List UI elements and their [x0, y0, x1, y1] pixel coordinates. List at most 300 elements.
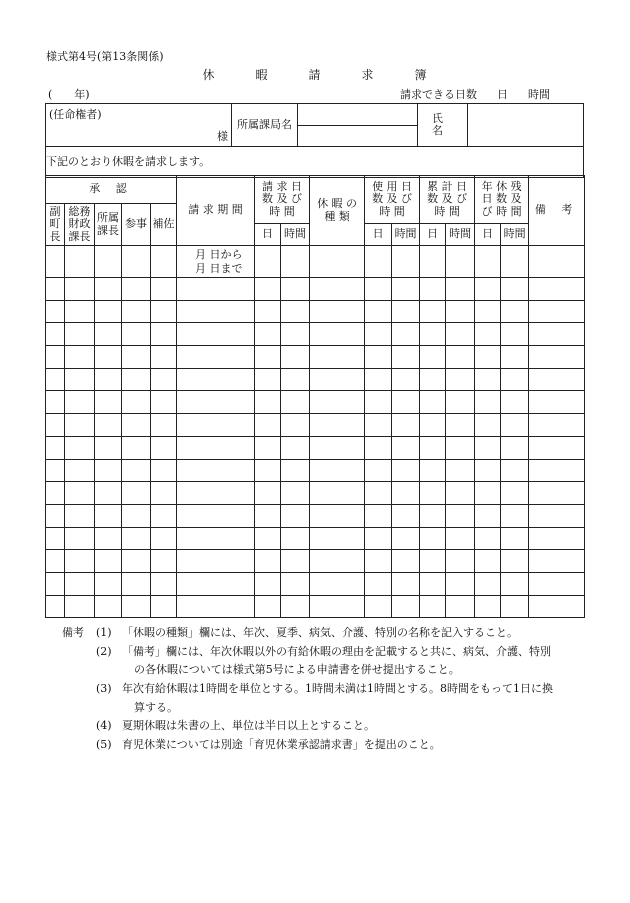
cell[interactable]: [65, 482, 95, 505]
cell[interactable]: [95, 504, 122, 527]
cell[interactable]: [365, 482, 392, 505]
notes-section: [62, 624, 553, 755]
note-item: [62, 643, 553, 680]
cell[interactable]: [501, 278, 529, 301]
cell[interactable]: [122, 368, 151, 391]
table-row: [46, 368, 585, 391]
cell[interactable]: [122, 323, 151, 346]
cell[interactable]: [475, 391, 501, 414]
cell[interactable]: [95, 414, 122, 437]
day-unit: 日: [365, 224, 392, 246]
cell[interactable]: [151, 459, 177, 482]
cell[interactable]: [95, 459, 122, 482]
cell[interactable]: [177, 346, 255, 369]
cell[interactable]: [255, 436, 281, 459]
cell[interactable]: [420, 595, 446, 618]
cell[interactable]: [310, 368, 365, 391]
cell[interactable]: [177, 595, 255, 618]
cell[interactable]: [475, 550, 501, 573]
cell[interactable]: [310, 595, 365, 618]
cell[interactable]: [281, 459, 310, 482]
cell[interactable]: [95, 572, 122, 595]
cell[interactable]: [151, 482, 177, 505]
cell[interactable]: [475, 527, 501, 550]
cell[interactable]: [475, 323, 501, 346]
cell[interactable]: [281, 595, 310, 618]
cell[interactable]: [151, 246, 177, 278]
cell[interactable]: [65, 414, 95, 437]
cell[interactable]: [392, 572, 420, 595]
cell[interactable]: [95, 391, 122, 414]
cell[interactable]: [177, 550, 255, 573]
cell[interactable]: [310, 572, 365, 595]
cell[interactable]: [65, 595, 95, 618]
cell[interactable]: [501, 323, 529, 346]
cell[interactable]: [95, 368, 122, 391]
cell[interactable]: [255, 572, 281, 595]
approver-deputy-mayor: 副町長: [46, 204, 65, 246]
cell[interactable]: [529, 482, 585, 505]
cell[interactable]: [392, 527, 420, 550]
cell[interactable]: [365, 414, 392, 437]
cell[interactable]: [501, 391, 529, 414]
cell[interactable]: [122, 459, 151, 482]
cell[interactable]: [122, 346, 151, 369]
approver-councilor: 参事: [122, 204, 151, 246]
cell[interactable]: [392, 459, 420, 482]
cell[interactable]: [446, 368, 475, 391]
table-row: [46, 246, 585, 278]
cell[interactable]: [310, 459, 365, 482]
cell[interactable]: [475, 436, 501, 459]
cell[interactable]: [420, 323, 446, 346]
cell[interactable]: [46, 346, 65, 369]
cell[interactable]: [151, 572, 177, 595]
notes-label: 備考: [62, 626, 84, 639]
cell[interactable]: [529, 459, 585, 482]
cell[interactable]: [392, 414, 420, 437]
cell[interactable]: [177, 572, 255, 595]
cell[interactable]: [392, 436, 420, 459]
dept-field[interactable]: [298, 104, 418, 147]
cell[interactable]: [122, 436, 151, 459]
cell[interactable]: [46, 482, 65, 505]
cell[interactable]: [122, 300, 151, 323]
cell[interactable]: [420, 504, 446, 527]
cell[interactable]: [281, 482, 310, 505]
cell[interactable]: [46, 550, 65, 573]
cell[interactable]: [392, 391, 420, 414]
cell[interactable]: [475, 300, 501, 323]
cell[interactable]: [177, 504, 255, 527]
cell[interactable]: [365, 246, 392, 278]
cell[interactable]: [95, 323, 122, 346]
cell[interactable]: [122, 572, 151, 595]
cell[interactable]: [475, 368, 501, 391]
sama-label: 様: [217, 129, 228, 143]
cell[interactable]: [392, 595, 420, 618]
cell[interactable]: [65, 368, 95, 391]
year-close: 年): [74, 88, 90, 101]
cell[interactable]: [529, 278, 585, 301]
cell[interactable]: [475, 595, 501, 618]
cell[interactable]: [392, 323, 420, 346]
cell[interactable]: [392, 300, 420, 323]
cell[interactable]: [475, 504, 501, 527]
cell[interactable]: [122, 414, 151, 437]
cell[interactable]: [475, 459, 501, 482]
cell[interactable]: [46, 504, 65, 527]
cell[interactable]: [46, 572, 65, 595]
cell[interactable]: [281, 527, 310, 550]
cell[interactable]: [255, 323, 281, 346]
cell[interactable]: [310, 346, 365, 369]
cell[interactable]: [177, 414, 255, 437]
cell[interactable]: [529, 595, 585, 618]
cell[interactable]: [420, 550, 446, 573]
cell[interactable]: [529, 414, 585, 437]
cell[interactable]: [281, 504, 310, 527]
cell[interactable]: [529, 323, 585, 346]
cell[interactable]: [310, 436, 365, 459]
note-continuation: の各休暇については様式第5号による申請書を併せ提出すること。: [134, 663, 460, 677]
cell[interactable]: [281, 572, 310, 595]
cell[interactable]: [446, 300, 475, 323]
cell[interactable]: [310, 414, 365, 437]
cell[interactable]: [365, 572, 392, 595]
cell[interactable]: [65, 436, 95, 459]
appointer-cell[interactable]: [46, 104, 232, 147]
title-char: 求: [361, 68, 375, 82]
leave-type-header: 休 暇 の 種 類: [310, 176, 365, 246]
cell[interactable]: [151, 436, 177, 459]
cell[interactable]: [420, 459, 446, 482]
cell[interactable]: [310, 391, 365, 414]
cell[interactable]: [365, 436, 392, 459]
cell[interactable]: [177, 436, 255, 459]
cell[interactable]: [392, 550, 420, 573]
cell[interactable]: [501, 527, 529, 550]
cell[interactable]: [446, 459, 475, 482]
approver-general-affairs: 総務財政課長: [65, 204, 95, 246]
cell[interactable]: [501, 346, 529, 369]
cell[interactable]: [420, 572, 446, 595]
cell[interactable]: [65, 572, 95, 595]
cell[interactable]: [529, 346, 585, 369]
date-to: 月 日まで: [195, 261, 243, 275]
cell[interactable]: [65, 504, 95, 527]
cell[interactable]: [420, 346, 446, 369]
cell[interactable]: [529, 572, 585, 595]
date-from: 月 日から: [195, 247, 243, 261]
hour-unit: 時間: [501, 224, 529, 246]
cell[interactable]: [420, 391, 446, 414]
cell[interactable]: [95, 300, 122, 323]
cell[interactable]: [122, 278, 151, 301]
cell[interactable]: [46, 391, 65, 414]
cell[interactable]: [95, 246, 122, 278]
table-row: [46, 459, 585, 482]
allowable-hour-unit: 時間: [528, 88, 550, 101]
cell[interactable]: [46, 595, 65, 618]
cell[interactable]: [475, 278, 501, 301]
cell[interactable]: [65, 391, 95, 414]
cell[interactable]: [420, 414, 446, 437]
cell[interactable]: [446, 482, 475, 505]
cell[interactable]: [46, 300, 65, 323]
cell[interactable]: [46, 246, 65, 278]
cell[interactable]: [392, 278, 420, 301]
cell[interactable]: [255, 550, 281, 573]
cell[interactable]: [95, 436, 122, 459]
cell[interactable]: [475, 346, 501, 369]
allowable-days: [400, 89, 550, 100]
cell[interactable]: [529, 550, 585, 573]
cell[interactable]: [65, 527, 95, 550]
cell[interactable]: [475, 482, 501, 505]
cell[interactable]: [446, 550, 475, 573]
cell[interactable]: [310, 246, 365, 278]
cell[interactable]: [122, 391, 151, 414]
cell[interactable]: [529, 436, 585, 459]
dept-label: 所属課局名: [232, 104, 298, 147]
cell[interactable]: [501, 300, 529, 323]
note-number: (4): [96, 719, 112, 733]
cell[interactable]: [501, 550, 529, 573]
cell[interactable]: [151, 595, 177, 618]
table-row: [46, 504, 585, 527]
cell[interactable]: [501, 368, 529, 391]
cell[interactable]: [365, 459, 392, 482]
cell[interactable]: [529, 368, 585, 391]
cell[interactable]: [446, 414, 475, 437]
cell[interactable]: [255, 504, 281, 527]
year-field: [48, 89, 90, 100]
cell[interactable]: [255, 346, 281, 369]
cell[interactable]: [281, 391, 310, 414]
cell[interactable]: [365, 550, 392, 573]
cell[interactable]: [310, 323, 365, 346]
cell[interactable]: [95, 550, 122, 573]
cell[interactable]: [151, 346, 177, 369]
cell[interactable]: [446, 595, 475, 618]
cell[interactable]: [177, 368, 255, 391]
cell[interactable]: [177, 459, 255, 482]
cell[interactable]: [281, 246, 310, 278]
table-row: [46, 527, 585, 550]
table-row: [46, 300, 585, 323]
cell[interactable]: [420, 300, 446, 323]
cell[interactable]: [95, 595, 122, 618]
cell[interactable]: [122, 595, 151, 618]
cell[interactable]: [65, 346, 95, 369]
cell[interactable]: [122, 550, 151, 573]
cell[interactable]: [392, 246, 420, 278]
cell[interactable]: [365, 368, 392, 391]
cell[interactable]: [65, 550, 95, 573]
cell[interactable]: [310, 527, 365, 550]
cell[interactable]: [365, 300, 392, 323]
cell[interactable]: [365, 391, 392, 414]
cell[interactable]: [281, 300, 310, 323]
cell[interactable]: [122, 504, 151, 527]
cell[interactable]: [151, 368, 177, 391]
cell[interactable]: [501, 504, 529, 527]
cell[interactable]: [177, 278, 255, 301]
cell[interactable]: [46, 323, 65, 346]
header-table: [45, 103, 584, 178]
cell[interactable]: [122, 246, 151, 278]
cell[interactable]: [46, 436, 65, 459]
cell[interactable]: [65, 278, 95, 301]
cell[interactable]: [95, 527, 122, 550]
cell[interactable]: [255, 368, 281, 391]
cell[interactable]: [392, 346, 420, 369]
note-text: 「休暇の種類」欄には、年次、夏季、病気、介護、特別の名称を記入すること。: [122, 626, 518, 639]
table-row: [46, 323, 585, 346]
cell[interactable]: [255, 595, 281, 618]
cell[interactable]: [446, 527, 475, 550]
cell[interactable]: [151, 323, 177, 346]
cell[interactable]: [501, 595, 529, 618]
cell[interactable]: [177, 527, 255, 550]
cell[interactable]: [446, 436, 475, 459]
date-range-cell[interactable]: [177, 246, 255, 278]
cell[interactable]: [281, 414, 310, 437]
note-item: [62, 717, 553, 736]
cell[interactable]: [446, 572, 475, 595]
cell[interactable]: [151, 504, 177, 527]
cell[interactable]: [475, 414, 501, 437]
cell[interactable]: [281, 346, 310, 369]
cell[interactable]: [255, 278, 281, 301]
cell[interactable]: [365, 504, 392, 527]
cell[interactable]: [65, 459, 95, 482]
cell[interactable]: [46, 527, 65, 550]
cell[interactable]: [177, 323, 255, 346]
cell[interactable]: [365, 527, 392, 550]
cell[interactable]: [255, 527, 281, 550]
cell[interactable]: [420, 482, 446, 505]
cell[interactable]: [446, 246, 475, 278]
table-row: [46, 572, 585, 595]
cell[interactable]: [420, 436, 446, 459]
cell[interactable]: [151, 278, 177, 301]
cell[interactable]: [529, 527, 585, 550]
cell[interactable]: [281, 323, 310, 346]
table-row: [46, 414, 585, 437]
cell[interactable]: [365, 323, 392, 346]
cell[interactable]: [95, 278, 122, 301]
cell[interactable]: [529, 246, 585, 278]
cell[interactable]: [151, 527, 177, 550]
cell[interactable]: [420, 246, 446, 278]
cell[interactable]: [529, 391, 585, 414]
cell[interactable]: [151, 391, 177, 414]
cell[interactable]: [420, 368, 446, 391]
cell[interactable]: [151, 550, 177, 573]
cell[interactable]: [151, 414, 177, 437]
cell[interactable]: [151, 300, 177, 323]
cell[interactable]: [420, 278, 446, 301]
cell[interactable]: [255, 482, 281, 505]
cell[interactable]: [365, 346, 392, 369]
cell[interactable]: [95, 482, 122, 505]
cell[interactable]: [501, 414, 529, 437]
cell[interactable]: [310, 550, 365, 573]
cell[interactable]: [420, 527, 446, 550]
cell[interactable]: [310, 482, 365, 505]
cell[interactable]: [446, 504, 475, 527]
cell[interactable]: [365, 278, 392, 301]
cell[interactable]: [177, 482, 255, 505]
cell[interactable]: [255, 459, 281, 482]
note-text: 育児休業については別途「育児休業承認請求書」を提出のこと。: [122, 738, 441, 752]
cell[interactable]: [310, 278, 365, 301]
cell[interactable]: [501, 436, 529, 459]
cell[interactable]: [501, 246, 529, 278]
cell[interactable]: [281, 368, 310, 391]
remarks-header: 備 考: [529, 176, 585, 246]
cell[interactable]: [255, 391, 281, 414]
cell[interactable]: [446, 278, 475, 301]
cell[interactable]: [65, 323, 95, 346]
cell[interactable]: [529, 300, 585, 323]
cell[interactable]: [446, 391, 475, 414]
cell[interactable]: [392, 504, 420, 527]
cell[interactable]: [392, 482, 420, 505]
cell[interactable]: [281, 436, 310, 459]
cell[interactable]: [501, 572, 529, 595]
cell[interactable]: [46, 278, 65, 301]
cell[interactable]: [95, 346, 122, 369]
table-row: [46, 482, 585, 505]
cell[interactable]: [46, 368, 65, 391]
note-item: [62, 736, 553, 755]
cell[interactable]: [501, 459, 529, 482]
cell[interactable]: [46, 414, 65, 437]
cell[interactable]: [475, 246, 501, 278]
cell[interactable]: [122, 527, 151, 550]
cell[interactable]: [392, 368, 420, 391]
cell[interactable]: [46, 459, 65, 482]
cell[interactable]: [446, 346, 475, 369]
cell[interactable]: [310, 300, 365, 323]
cell[interactable]: [177, 391, 255, 414]
cell[interactable]: [255, 300, 281, 323]
appointer-label: (任命権者): [49, 108, 102, 121]
cell[interactable]: [446, 323, 475, 346]
cell[interactable]: [65, 246, 95, 278]
cell[interactable]: [255, 414, 281, 437]
form-title: [0, 69, 630, 81]
cell[interactable]: [310, 504, 365, 527]
cell[interactable]: [65, 300, 95, 323]
request-statement: 下記のとおり休暇を請求します。: [46, 147, 584, 178]
hour-unit: 時間: [392, 224, 420, 246]
cell[interactable]: [501, 482, 529, 505]
note-number: (3): [96, 682, 112, 696]
cell[interactable]: [255, 246, 281, 278]
cell[interactable]: [122, 482, 151, 505]
name-field[interactable]: [468, 104, 584, 147]
cell[interactable]: [281, 550, 310, 573]
cell[interactable]: [365, 595, 392, 618]
cell[interactable]: [529, 504, 585, 527]
cell[interactable]: [281, 278, 310, 301]
cell[interactable]: [475, 572, 501, 595]
cell[interactable]: [177, 300, 255, 323]
